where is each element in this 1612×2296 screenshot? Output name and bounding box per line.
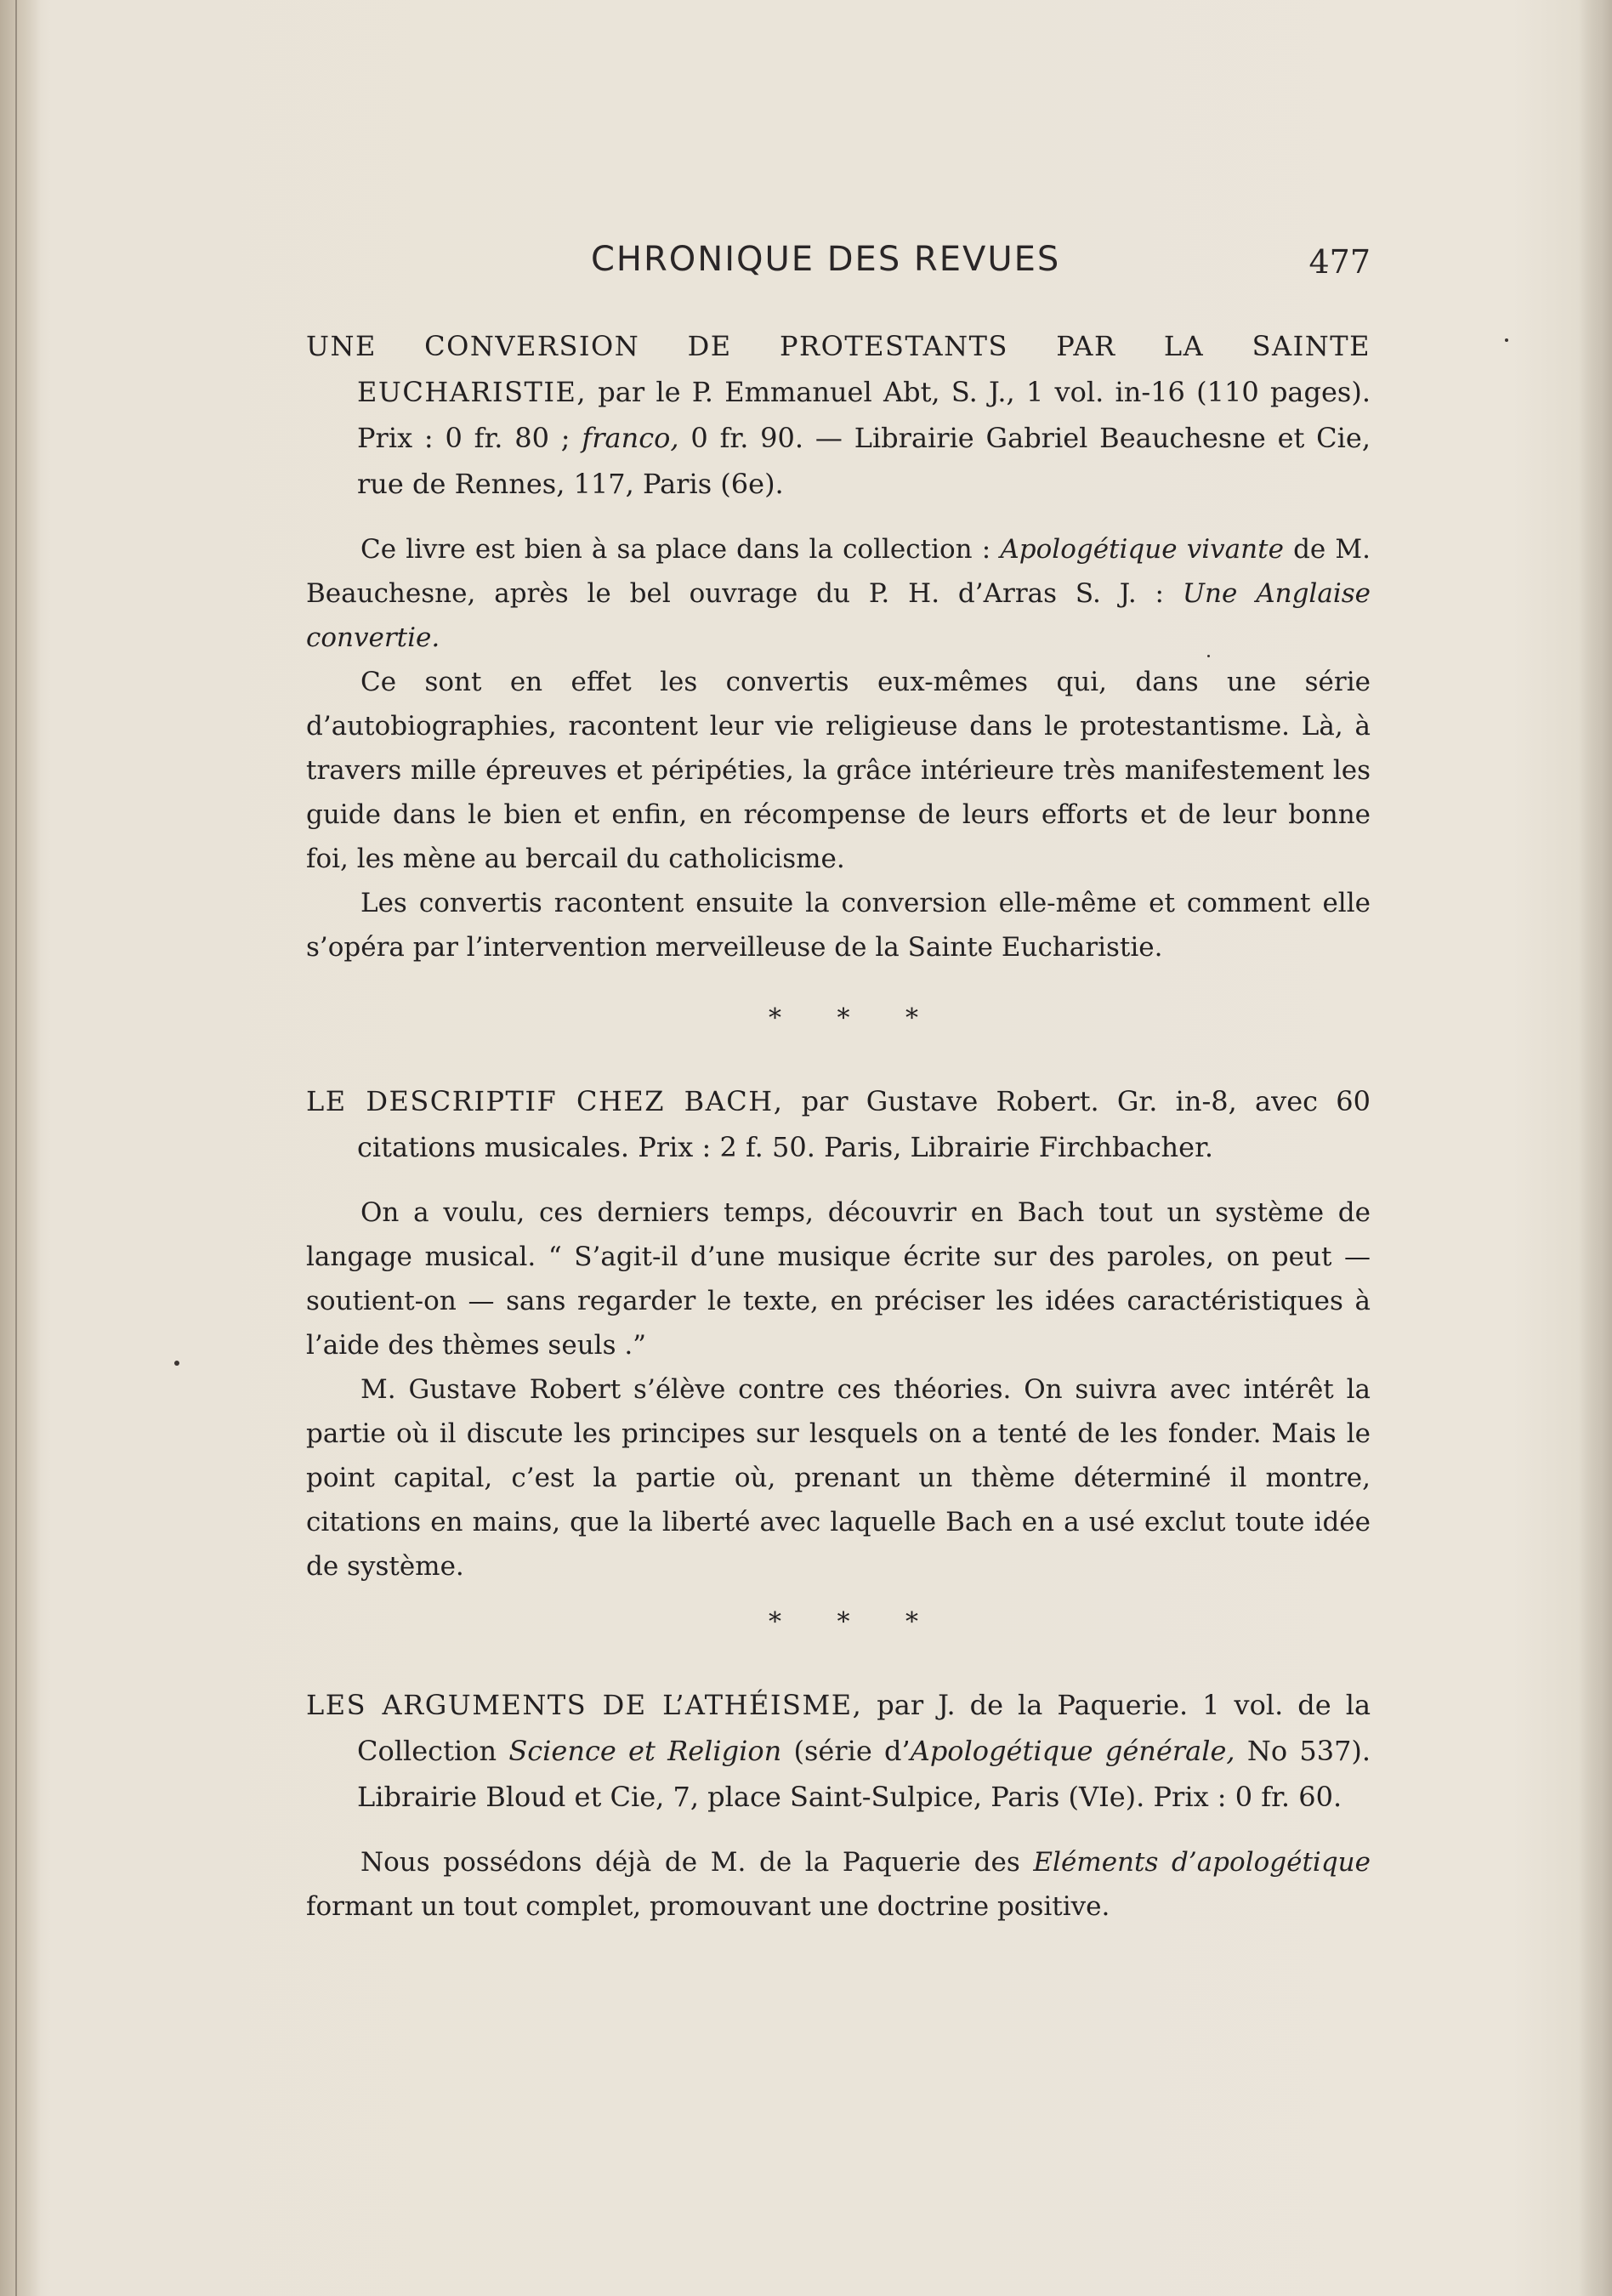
- review-entry: [306, 323, 1371, 969]
- collection-title: Apologétique vivante: [1000, 534, 1284, 565]
- entry-author: par le P. Emmanuel Abt, S. J., 1 vol. in-16 (110 pages). Prix : 0 fr. 80 ;: [357, 376, 1371, 454]
- paragraph-text: formant un tout complet, promouvant une doctrine positive.: [306, 1891, 1110, 1922]
- ink-speck: [1505, 338, 1508, 342]
- paragraph-text: de M. Beauchesne, après le bel ouvrage du P. H. d’Arras S. J. :: [306, 534, 1371, 609]
- entry-paragraph: Ce sont en effet les convertis eux-mêmes qui, dans une série d’autobiographies, racontent leur vie religieuse dans le protestantisme. Là, à travers mille épreuves et péripéties, la grâce intérieure très manifestement les guide dans le bien et enfin, en récompense de leurs efforts et de leur bonne foi, les mène au bercail du catholicisme.: [306, 667, 1371, 874]
- entry-details: No 537). Librairie Bloud et Cie, 7, place Saint-Sulpice, Paris (VIe). Prix : 0 fr. 60.: [357, 1735, 1371, 1813]
- section-separator: * * *: [768, 1003, 943, 1033]
- paragraph-text: Nous possédons déjà de M. de la Paquerie des: [360, 1847, 1020, 1878]
- review-entry: [306, 1682, 1371, 1929]
- running-title: CHRONIQUE DES REVUES: [591, 240, 1061, 279]
- page-content: [306, 323, 1371, 1929]
- entry-details: (série d’: [793, 1735, 911, 1767]
- series-title: Apologétique générale,: [910, 1735, 1235, 1767]
- entry-details: par J. de la Paquerie. 1 vol. de la Collection: [357, 1689, 1371, 1767]
- entry-paragraph: [306, 527, 1371, 660]
- entry-heading: [306, 1682, 1371, 1820]
- paragraph-text: Ce livre est bien à sa place dans la collection :: [360, 534, 991, 565]
- entry-title: LE DESCRIPTIF CHEZ BACH,: [306, 1085, 784, 1117]
- book-title: Une Anglaise convertie.: [306, 578, 1371, 653]
- entry-title: LES ARGUMENTS DE L’ATHÉISME,: [306, 1689, 863, 1721]
- entry-publisher: 0 fr. 90. — Librairie Gabriel Beauchesne et Cie, rue de Rennes, 117, Paris (6e).: [357, 422, 1371, 500]
- entry-paragraph: On a voulu, ces derniers temps, découvrir en Bach tout un système de langage musical. “ S’agit-il d’une musique écrite sur des paroles, on peut — soutient-on — sans regarder le texte, en préciser les idées caractéristiques à l’aide des thèmes seuls .”: [306, 1197, 1371, 1361]
- page-header: [306, 240, 1371, 291]
- entry-franco-label: franco,: [582, 422, 679, 454]
- entry-heading: [306, 1078, 1371, 1170]
- book-title: Eléments d’apologétique: [1033, 1847, 1371, 1878]
- entry-title: UNE CONVERSION DE PROTESTANTS PAR LA SAINTE EUCHARISTIE,: [306, 330, 1371, 408]
- entry-paragraph: M. Gustave Robert s’élève contre ces théories. On suivra avec intérêt la partie où il discute les principes sur lesquels on a tenté de les fonder. Mais le point capital, c’est la partie où, prenant un thème déterminé il montre, citations en mains, que la liberté avec laquelle Bach en a usé exclut toute idée de système.: [306, 1374, 1371, 1582]
- page-number: 477: [1308, 243, 1371, 281]
- entry-details: par Gustave Robert. Gr. in-8, avec 60 citations musicales. Prix : 2 f. 50. Paris, Librairie Firchbacher.: [357, 1085, 1371, 1163]
- entry-heading: [306, 323, 1371, 507]
- book-binding-shadow: [0, 0, 41, 2296]
- page-right-edge: [1578, 0, 1612, 2296]
- entry-paragraph: [306, 1840, 1371, 1929]
- ink-speck: [174, 1361, 179, 1366]
- entry-paragraph: Les convertis racontent ensuite la conversion elle-même et comment elle s’opéra par l’intervention merveilleuse de la Sainte Eucharistie.: [306, 888, 1371, 963]
- review-entry: [306, 1078, 1371, 1588]
- collection-title: Science et Religion: [508, 1735, 782, 1767]
- binding-edge: [15, 0, 17, 2296]
- section-separator: * * *: [768, 1607, 943, 1637]
